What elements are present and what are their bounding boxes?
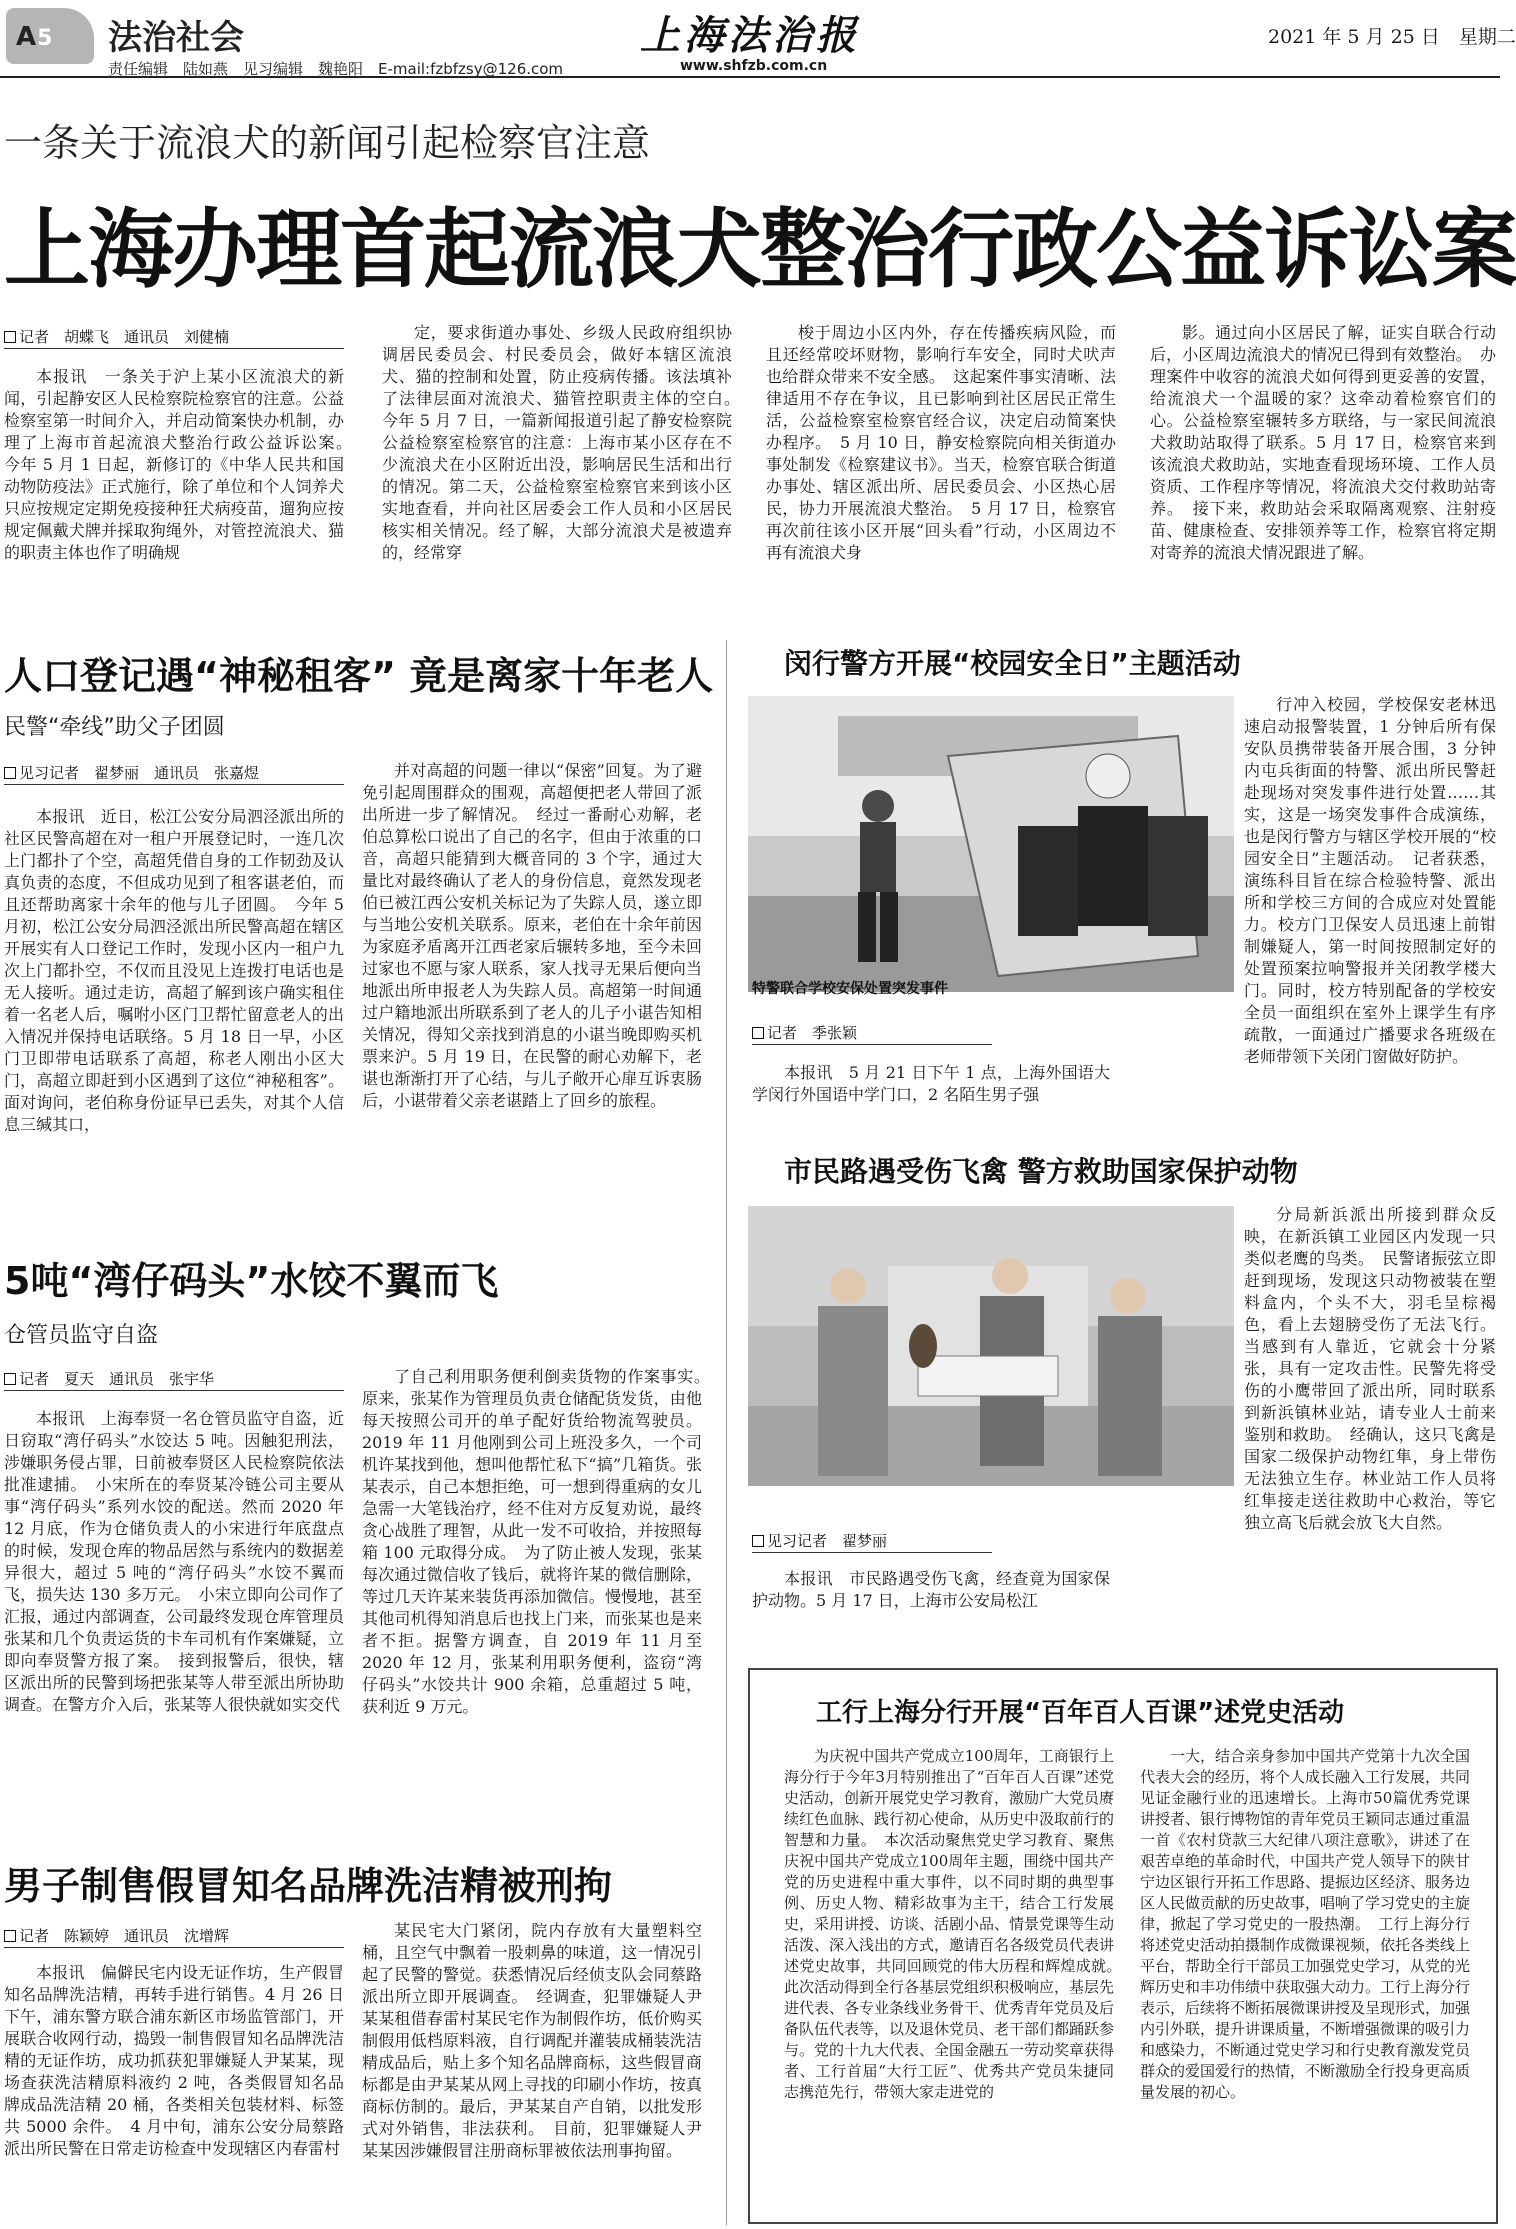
column-divider <box>726 640 727 2225</box>
story3-column-2: 了自己利用职务便利倒卖货物的作案事实。 原来，张某作为管理员负责仓储配货发货，由他每天按照公司开的单子配好货给物流驾驶员。2019 年 11 月他刚到公司上班没多久，一个司机许某找到他，想叫他帮忙私下“搞”几箱货。张某表示，自己本想拒绝，可一想到得重病的女儿急需一大笔钱治疗，经不住对方反复劝说，最终贪心战胜了理智，从此一发不可收拾，并按照每箱 100 元取得分成。 为了防止被人发现，张某每次通过微信收了钱后，就将许某的微信删除，等过几天许某来装货再添加微信。慢慢地，甚至其他司机得知消息后也找上门来，而张某也是来者不拒。据警方调查，自 2019 年 11 月至 2020 年 12 月，张某利用职务便利，盗窃“湾仔码头”水饺共计 900 余箱，总重超过 5 吨，获利近 9 万元。 <box>362 1367 719 1716</box>
editors-line: 责任编辑 陆如燕 见习编辑 魏艳阳 E-mail:fzbfzsy@126.com <box>108 60 564 78</box>
lead-column-3: 梭于周边小区内外，存在传播疾病风险，而且还经常咬坏财物，影响行车安全，同时犬吠声也给群众带来不安全感。 这起案件事实清晰、法律适用不存在争议，且已影响到社区居民正常生活，公益检察室检察官经合议，决定启动简案快办程序。 5 月 10 日，静安检察院向相关街道办事处制发《检察建议书》。当天，检察官联合街道办事处、辖区派出所、居民委员会、小区热心居民，协力开展流浪犬整治。 5 月 17 日，检察官再次前往该小区开展“回头看”行动，小区周边不再有流浪犬身 <box>766 323 1116 562</box>
divider <box>4 1947 344 1948</box>
divider <box>752 1552 992 1553</box>
story2-subhead: 民警“牵线”助父子团圆 <box>4 715 225 740</box>
newspaper-logo: 上海法治报 <box>640 12 860 59</box>
story3-headline: 5吨“湾仔码头”水饺不翼而飞 <box>4 1259 499 1303</box>
issue-date: 2021 年 5 月 25 日 星期二 <box>1268 26 1516 48</box>
story2-column-2: 并对高超的问题一律以“保密”回复。为了避免引起周围群众的围观，高超便把老人带回了派出所进一步了解情况。 经过一番耐心劝解，老伯总算松口说出了自己的名字，但由于浓重的口音，高超只能猜到大概音同的 3 个字，通过大量比对最终确认了老人的身份信息，竟然发现老伯已被江西公安机关标记为了失踪人员，遂立即与当地公安机关联系。原来，老伯在十余年前因为家庭矛盾离开江西老家后辗转多地，至今未回过家也不愿与家人联系，家人找寻无果后便向当地派出所申报老人为失踪人员。高超第一时间通过户籍地派出所联系到了老人的儿子小谌告知相关情况，得知父亲找到消息的小谌当晚即购买机票来沪。5 月 19 日，在民警的耐心劝解下，老谌也渐渐打开了心结，与儿子敞开心扉互诉衷肠后，小谌带着父亲老谌踏上了回乡的旅程。 <box>362 761 702 1110</box>
story5-photo <box>748 696 1234 992</box>
story5-photo-caption: 特警联合学校安保处置突发事件 <box>752 981 948 997</box>
story5-byline: 记者 季张颖 <box>752 1022 857 1043</box>
website-url[interactable]: www.shfzb.com.cn <box>680 58 828 74</box>
story2-byline: 见习记者 翟梦丽 通讯员 张嘉煜 <box>4 762 259 783</box>
lead-kicker: 一条关于流浪犬的新闻引起检察官注意 <box>4 121 651 165</box>
lead-column-2: 定，要求街道办事处、乡级人民政府组织协调居民委员会、村民委员会，做好本辖区流浪犬、猫的控制和处置，防止疫病传播。该法填补了法律层面对流浪犬、猫管控职责主体的空白。 今年 5 月 7 日，一篇新闻报道引起了静安检察院公益检察室检察官的注意：上海市某小区存在不少流浪犬在小区附近出没，影响居民生活和出行的情况。第二天，公益检察室检察官来到该小区实地查看，并向社区居委会工作人员和小区居民核实相关情况。经了解，大部分流浪犬是被遗弃的，经常穿 <box>382 323 749 562</box>
divider <box>752 1044 992 1045</box>
story4-column-1: 本报讯 偏僻民宅内设无证作坊，生产假冒知名品牌洗洁精，再转手进行销售。4 月 26 日下午，浦东警方联合浦东新区市场监管部门，开展联合收网行动，捣毁一制售假冒知名品牌洗洁精的无证作坊，成功抓获犯罪嫌疑人尹某某，现场查获洗洁精原料液约 2 吨，各类假冒知名品牌成品洗洁精 20 桶，各类相关包装材料、标签共 5000 余件。 4 月中旬，浦东公安分局蔡路派出所民警在日常走访检查中发现辖区内春雷村 <box>4 1963 344 2158</box>
story3-subhead: 仓管员监守自盗 <box>4 1323 159 1348</box>
lead-column-4: 影。通过向小区居民了解，证实自联合行动后，小区周边流浪犬的情况已得到有效整治。 办理案件中收容的流浪犬如何得到更妥善的安置，给流浪犬一个温暖的家？这牵动着检察官们的心。公益检察室辗转多方联络，与一家民间流浪犬救助站取得了联系。5 月 17 日，检察官来到该流浪犬救助站，实地查看现场环境、工作人员资质、工作程序等情况，将流浪犬交付救助站寄养。 接下来，救助站会采取隔离观察、注射疫苗、健康检查、安排领养等工作，检察官将定期对寄养的流浪犬情况跟进了解。 <box>1150 323 1496 562</box>
page-number: A5 <box>16 22 54 52</box>
lead-column-1: 本报讯 一条关于沪上某小区流浪犬的新闻，引起静安区人民检察院检察官的注意。公益检察室第一时间介入，并启动简案快办机制，办理了上海市首起流浪犬整治行政公益诉讼案。 今年 5 月 1 日起，新修订的《中华人民共和国动物防疫法》正式施行，除了单位和个人饲养犬只应按规定定期免疫接种狂犬病疫苗，遛狗应按规定佩戴犬牌并採取狗绳外，对管控流浪犬、猫的职责主体也作了明确规 <box>4 367 361 562</box>
story3-byline: 记者 夏天 通讯员 张宇华 <box>4 1368 214 1389</box>
lead-byline: 记者 胡蝶飞 通讯员 刘健楠 <box>4 326 229 347</box>
lead-headline: 上海办理首起流浪犬整治行政公益诉讼案 <box>4 200 1516 300</box>
section-title: 法治社会 <box>108 18 244 58</box>
story5-headline: 闵行警方开展“校园安全日”主题活动 <box>784 647 1241 680</box>
story2-headline: 人口登记遇“神秘租客” 竟是离家十年老人 <box>4 654 714 698</box>
story6-column-bottom: 本报讯 市民路遇受伤飞禽，经查竟为国家保护动物。5 月 17 日，上海市公安局松江 <box>752 1569 1110 1610</box>
divider <box>4 784 344 785</box>
story2-column-1: 本报讯 近日，松江公安分局泗泾派出所的社区民警高超在对一租户开展登记时，一连几次上门都扑了个空，高超凭借自身的工作韧劲及认真负责的态度，不但成功见到了租客谌老伯，而且还帮助离家十余年的他与儿子团圆。 今年 5 月初，松江公安分局泗泾派出所民警高超在辖区开展实有人口登记工作时，发现小区内一租户九次上门都扑空，不仅而且没见上连拨打电话也是无人接听。通过走访，高超了解到该户确实租住着一名老人后，嘱咐小区门卫帮忙留意老人的出入情况并保持电话联络。5 月 18 日一早，小区门卫即带电话联系了高超，称老人刚出小区大门，高超立即赶到小区遇到了这位“神秘租客”。面对询问，老伯称身份证早已丢失，对其个人信息三缄其口， <box>4 807 344 1134</box>
story3-column-1: 本报讯 上海奉贤一名仓管员监守自盗，近日窃取“湾仔码头”水饺达 5 吨。因触犯刑法，涉嫌职务侵占罪，日前被奉贤区人民检察院依法批准逮捕。 小宋所在的奉贤某冷链公司主要从事“湾仔码头”系列水饺的配送。然而 2020 年 12 月底，作为仓储负责人的小宋进行年底盘点的时候，发现仓库的物品居然与系统内的数据差异很大，超过 5 吨的“湾仔码头”水饺不翼而飞，损失达 130 多万元。 小宋立即向公司作了汇报，通过内部调查，公司最终发现仓库管理员张某和几个负责运货的卡车司机有作案嫌疑，立即向奉贤警方报了案。 接到报警后，很快，辖区派出所的民警到场把张某等人带至派出所协助调查。在警方介入后，张某等人很快就如实交代 <box>4 1409 344 1714</box>
story6-photo <box>748 1206 1234 1486</box>
story4-headline: 男子制售假冒知名品牌洗洁精被刑拘 <box>4 1864 613 1908</box>
story7-column-1: 为庆祝中国共产党成立100周年，工商银行上海分行于今年3月特别推出了“百年百人百课”述党史活动，创新开展党史学习教育，激励广大党员赓续红色血脉、践行初心使命，从历史中汲取前行的智慧和力量。 本次活动聚焦党史学习教育、聚焦庆祝中国共产党成立100周年主题，围绕中国共产党的历史进程中重大事件，以不同时期的典型事例、历史人物、精彩故事为主干，结合工行发展史，采用讲授、访谈、活剧小品、情景党课等生动活泼、深入浅出的方式，邀请百名各级党员代表讲述党史故事，共同回顾党的伟大历程和辉煌成就。 此次活动得到全行各基层党组织积极响应，基层先进代表、各专业条线业务骨干、优秀青年党员及后备队伍代表等，以及退休党员、老干部们都踊跃参与。党的十九大代表、全国金融五一劳动奖章获得者、工行首届“大行工匠”、优秀共产党员朱捷同志携范先行，带领大家走进党的 <box>784 1747 1130 2101</box>
divider <box>4 348 344 349</box>
divider <box>4 1390 344 1391</box>
story5-column-right: 行冲入校园，学校保安老林迅速启动报警装置，1 分钟后所有保安队员携带装备开展合围，3 分钟内屯兵街面的特警、派出所民警赶赴现场对突发事件进行处置……其实，这是一场突发事件合成演练，也是闵行警方与辖区学校开展的“校园安全日”主题活动。 记者获悉，演练科目旨在综合检验特警、派出所和学校三方间的合成应对处置能力。校方门卫保安人员迅速上前钳制嫌疑人，第一时间按照制定好的处置预案拉响警报并关闭教学楼大门。同时，校方特别配备的学校安全员一面组织在室外上课学生有序疏散，一面通过广播要求各班级在老师带领下关闭门窗做好防护。 <box>1244 695 1496 1066</box>
story6-headline: 市民路遇受伤飞禽 警方救助国家保护动物 <box>784 1155 1298 1188</box>
story4-column-2: 某民宅大门紧闭，院内存放有大量塑料空桶，且空气中飘着一股刺鼻的味道，这一情况引起了民警的警觉。获悉情况后经侦支队会同蔡路派出所立即开展调查。 经调查，犯罪嫌疑人尹某某租借春雷村某民宅作为制假作坊，低价购买制假用低档原料液，自行调配并灌装成桶装洗洁精成品后，贴上多个知名品牌商标，这些假冒商标都是由尹某某从网上寻找的印刷小作坊，按真商标仿制的。最后，尹某某自产自销，以批发形式对外销售，非法获利。 目前，犯罪嫌疑人尹某某因涉嫌假冒注册商标罪被依法刑事拘留。 <box>362 1921 702 2160</box>
story7-column-2: 一大，结合亲身参加中国共产党第十九次全国代表大会的经历，将个人成长融入工行发展，共同见证金融行业的迅速增长。上海市50篇优秀党课讲授者、银行博物馆的青年党员王颖同志通过重温一首《农村贷款三大纪律八项注意歌》，讲述了在艰苦卓绝的革命时代，中国共产党人领导下的陕甘宁边区银行开拓工作思路、提振边区经济、服务边区人民做贡献的历史故事，唱响了学习党史的主旋律，掀起了学习党史的一股热潮。 工行上海分行将述党史活动拍摄制作成微课视频，依托各类线上平台，帮助全行干部员工加强党史学习，从党的光辉历史和丰功伟绩中获取强大动力。工行上海分行表示，后续将不断拓展微课讲授及呈现形式，加强内引外联，提升讲课质量，不断增强微课的吸引力和感染力，不断通过党史学习和行史教育激发党员群众的爱国爱行的热情，不断激励全行投身更高质量发展的初心。 <box>1140 1747 1471 2101</box>
story6-column-right: 分局新浜派出所接到群众反映，在新浜镇工业园区内发现一只类似老鹰的鸟类。 民警诸振弦立即赶到现场，发现这只动物被装在塑料盒内，个头不大，羽毛呈棕褐色，看上去翅膀受伤了无法飞行。当感到有人靠近，它就会十分紧张，具有一定攻击性。民警先将受伤的小鹰带回了派出所，同时联系到新浜镇林业站，请专业人士前来鉴别和救助。 经确认，这只飞禽是国家二级保护动物红隼，身上带伤无法独立生存。林业站工作人员将红隼接走送往救助中心救治，等它独立高飞后就会放飞大自然。 <box>1244 1205 1496 1532</box>
story7-headline: 工行上海分行开展“百年百人百课”述党史活动 <box>816 1698 1345 1728</box>
story4-byline: 记者 陈颖婷 通讯员 沈增辉 <box>4 1925 229 1946</box>
story5-column-bottom: 本报讯 5 月 21 日下午 1 点，上海外国语大学闵行外国语中学门口，2 名陌生男子强 <box>752 1063 1110 1104</box>
story6-byline: 见习记者 翟梦丽 <box>752 1530 887 1551</box>
